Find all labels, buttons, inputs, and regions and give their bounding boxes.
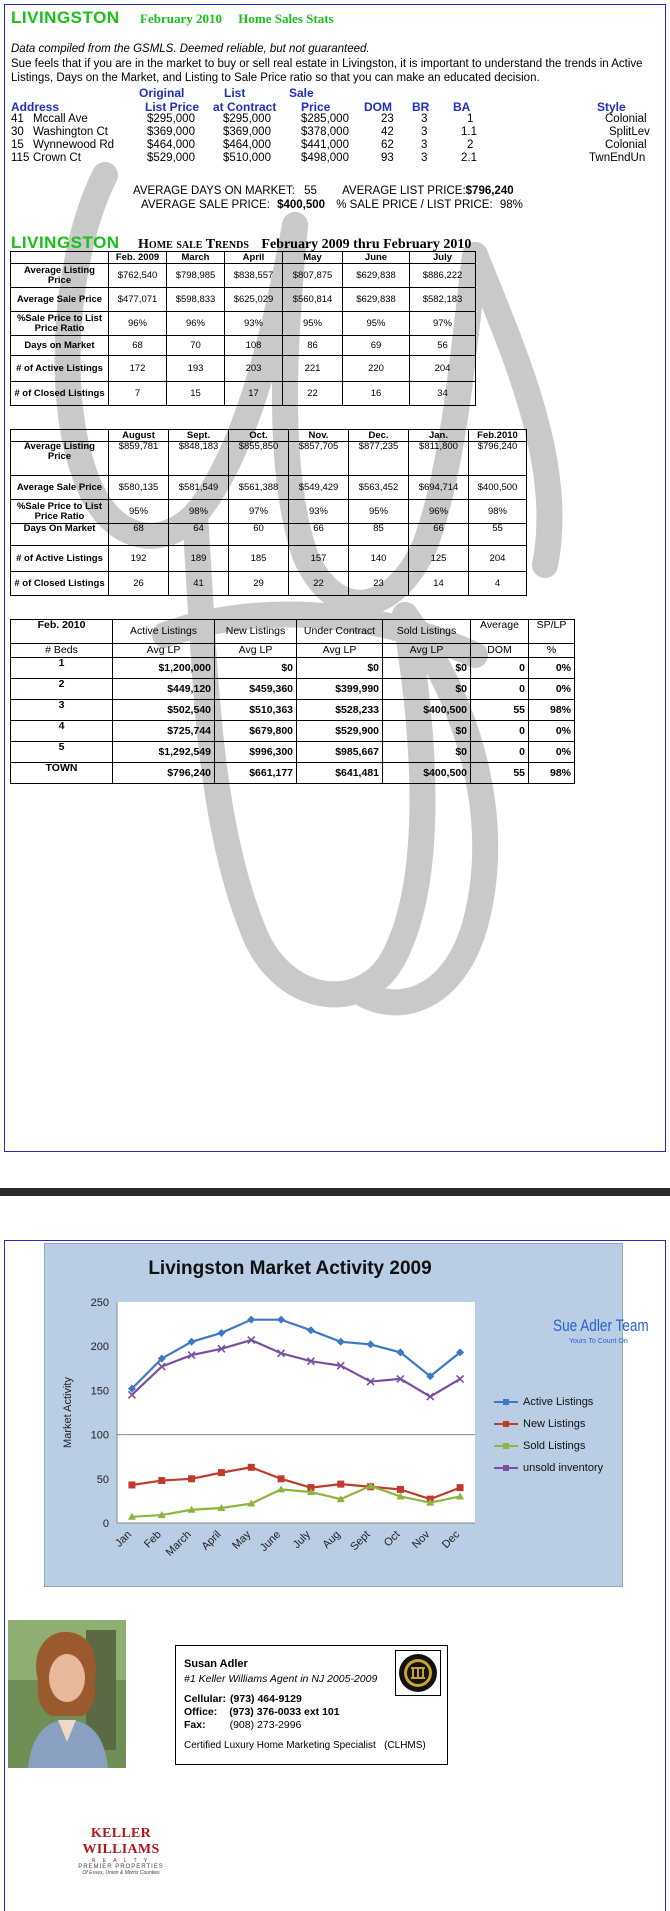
legend-label: New Listings [523,1418,586,1430]
col-header: Feb. 2010 [11,620,113,644]
x-tick-label: Nov [410,1528,433,1551]
table-row: Average Listing Price $859,781 $848,183 $855,850 $857,705 $877,235 $811,800 $796,240 [11,442,527,476]
avg-sale-value: $400,500 [277,199,326,211]
table-row: # of Closed Listings 26 41 29 22 23 14 4 [11,572,527,596]
table-row: # of Active Listings 192 189 185 157 140 125 204 [11,546,527,572]
table-row: 4 $725,744 $679,800 $529,900 $0 0 0% [11,721,575,742]
legend-swatch-icon [492,1441,520,1451]
legend-label: Sold Listings [523,1440,586,1452]
page-header [11,8,334,28]
table-row: 1 $1,200,000 $0 $0 $0 0 0% [11,658,575,679]
brand-title: LIVINGSTON [11,8,120,27]
chart-legend [492,1391,603,1479]
clhms-seal-icon [395,1650,441,1696]
avg-line-1 [133,185,514,197]
chart-plot [45,1244,485,1588]
x-tick-label: Oct [381,1528,403,1550]
office-phone[interactable]: (973) 376-0033 ext 101 [229,1706,340,1718]
header-original: Original [139,86,185,100]
table-row: %Sale Price to List Price Ratio 96% 96% 93% 95% 95% 97% [11,312,476,336]
keller-williams-logo: KELLER WILLIAMS R E A L T Y PREMIER PROPERTIES Of Essex, Union & Morris Counties [78,1826,164,1876]
col-header: Under Contract [297,620,383,644]
col-header: Sold Listings [383,620,471,644]
cellular-phone[interactable]: (973) 464-9129 [230,1693,302,1705]
header-dom: DOM [364,100,392,114]
x-tick-label: Aug [320,1528,343,1551]
legend-label: unsold inventory [523,1462,604,1474]
table-row: Days On Market 68 64 60 66 85 66 55 [11,524,527,546]
cellular-line: Cellular: (973) 464-9129 [184,1693,302,1705]
x-tick-label: Sept [348,1528,373,1554]
avg-list-value: $796,240 [465,185,514,197]
x-tick-label: May [230,1528,254,1552]
col-header: April [225,252,283,264]
trends-range: February 2009 thru February 2010 [261,237,472,252]
x-tick-label: March [163,1528,194,1559]
agent-tagline: #1 Keller Williams Agent in NJ 2005-2009 [184,1673,378,1685]
legend-swatch-icon [492,1397,520,1407]
col-header: Average [471,620,529,644]
table-row: # of Closed Listings 7 15 17 22 16 34 [11,382,476,406]
avg-sale-label: AVERAGE SALE PRICE: [141,199,270,211]
y-tick-label: 150 [90,1385,109,1398]
header-at-contract: at Contract [213,100,277,114]
trends-brand: LIVINGSTON [11,233,120,252]
legend-item [492,1435,603,1457]
legend-swatch-icon [492,1419,520,1429]
col-header: Nov. [289,430,349,442]
office-line: Office: (973) 376-0033 ext 101 [184,1706,340,1718]
data-point [188,1475,195,1482]
sue-adler-team-logo: Sue Adler Team [553,1316,649,1335]
market-activity-chart [44,1243,649,1587]
table-row: %Sale Price to List Price Ratio 95% 98% 97% 93% 95% 96% 98% [11,500,527,524]
table-row: 3 $502,540 $510,363 $528,233 $400,500 55 98% [11,700,575,721]
y-tick-label: 100 [90,1429,109,1442]
header-style: Style [597,100,626,114]
col-header: Jan. [409,430,469,442]
avg-line-2 [141,199,523,211]
trends-title: Home sale Trends [138,237,249,252]
avg-ratio-label: % SALE PRICE / LIST PRICE: [336,199,493,211]
header-ba: BA [453,100,471,114]
data-point [278,1475,285,1482]
header-list-price: List Price [145,100,200,114]
page-divider [0,1188,670,1196]
table-row: # of Active Listings 172 193 203 221 220 204 [11,356,476,382]
avg-list-label: AVERAGE LIST PRICE: [342,185,466,197]
x-tick-label: Dec [439,1528,463,1551]
legend-item [492,1391,603,1413]
trends-header [11,233,471,253]
trends-table-1 [10,251,476,406]
col-header: May [283,252,343,264]
col-header: SP/LP [529,620,575,644]
header-br: BR [412,100,430,114]
intro-paragraph: Sue feels that if you are in the market to buy or sell real estate in Livingston, it is important to understand the trends in Active Listings, Days on the Market, and Listing to Sale Price ratio so that you can make an educated decision. [11,58,643,84]
chart-title: Livingston Market Activity 2009 [148,1258,432,1279]
col-header: Feb.2010 [469,430,527,442]
table-row: 2 $449,120 $459,360 $399,990 $0 0 0% [11,679,575,700]
avg-ratio-value: 98% [499,199,523,211]
header-subtitle: February 2010 Home Sales Stats [140,11,334,26]
avg-dom-value: 55 [304,185,317,197]
col-header: June [343,252,410,264]
table-row: Days on Market 68 70 108 86 69 56 [11,336,476,356]
agent-photo [8,1620,126,1768]
table-row: Average Sale Price $477,071 $598,833 $625,029 $560,814 $629,838 $582,183 [11,288,476,312]
agent-card [175,1645,448,1765]
header-sale: Sale [289,86,314,100]
col-header: July [410,252,476,264]
trends-table-2 [10,429,527,596]
col-header: Active Listings [113,620,215,644]
y-tick-label: 0 [102,1518,109,1530]
col-header: Oct. [229,430,289,442]
legend-item [492,1457,603,1479]
col-header: March [167,252,225,264]
certification: Certified Luxury Home Marketing Specialist (CLHMS) [184,1740,426,1751]
sue-adler-team-tagline: Yours To Count On [569,1338,628,1345]
disclaimer: Data compiled from the GSMLS. Deemed reliable, but not guaranteed. [11,43,370,55]
agent-name: Susan Adler [184,1658,248,1670]
legend-swatch-icon [492,1463,520,1473]
col-header: August [109,430,169,442]
data-point [337,1481,344,1488]
data-point [158,1477,165,1484]
data-point [397,1486,404,1493]
col-header: New Listings [215,620,297,644]
table-row: Average Sale Price $580,135 $581,549 $561,388 $549,429 $563,452 $694,714 $400,500 [11,476,527,500]
y-tick-label: 50 [96,1473,109,1486]
header-list: List [224,86,246,100]
data-point [248,1464,255,1471]
data-point [128,1481,135,1488]
fax-number: (908) 273-2996 [229,1719,302,1731]
header-price: Price [301,100,331,114]
data-point [457,1484,464,1491]
table-row: TOWN $796,240 $661,177 $641,481 $400,500 55 98% [11,763,575,784]
x-tick-label: June [257,1528,284,1554]
col-header: Dec. [349,430,409,442]
x-tick-label: Feb [141,1528,164,1551]
bedrooms-table: Feb. 2010 Active Listings New Listings Under Contract Sold Listings Average SP/LP # Beds Avg LP Avg LP Avg LP Avg LP DOM % 1 $1,200,000 $0 $0 $0 0 0% 2 $449,120 $459,360 $399,990 $0 0 0% 3 $502,540 $510,363 $528,233 $400,500 55 98% 4 $725,744 $679,800 $529,900 $0 0 0% 5 $1,292,549 $996,300 $985,667 $0 0 0% TOWN $796,240 $661,177 $641,481 $400,500 55 98% [10,619,575,784]
avg-dom-label: AVERAGE DAYS ON MARKET: [133,185,295,197]
y-axis-label: Market Activity [62,1377,74,1448]
col-header: Sept. [169,430,229,442]
col-header: Feb. 2009 [109,252,167,264]
legend-item [492,1413,603,1435]
data-point [218,1469,225,1476]
x-tick-label: April [199,1528,224,1553]
fax-line: Fax: (908) 273-2996 [184,1719,302,1731]
table-row: Average Listing Price $762,540 $798,985 $838,557 $807,875 $629,838 $886,222 [11,264,476,288]
legend-label: Active Listings [523,1396,594,1408]
header-address: Address [11,100,60,114]
page-1: LIVINGSTON February 2010 Home Sales Stats Data compiled from the GSMLS. Deemed reliable, but not guaranteed. Sue feels that if you are in the market to buy or sell real estate in Livingston, it is important to understand the trends in Active Listings, Days on the Market, and Listing to Sale Price ratio so that you can make an educated decision. Original List Sale Address List Price at Contract Price DOM BR BA Style 41 Mccall Ave $295,000 $295,000 $285,000 23 3 1 Colonial 30 Washington Ct $369,000 $369,000 $378,000 42 3 1.1 SplitLev 15 Wynnewood Rd $464,000 $464,000 $441,000 62 3 2 Colonial 115 Crown Ct $529,000 $510,000 $498,000 93 3 2.1 TwnEndUn AVERAGE DAYS ON MARKET: 55 AVERAGE LIST PRICE:$796,240 AVERAGE SALE PRICE: $400,500 % SALE PRICE / LIST PRICE: 98% LIVINGSTON Home sale Trends February 2009 thru February 2010 Feb. 2009 March April May June July Average Listing Price $762,540 $798,985 $838,557 $807,875 $629,838 $886,222 Average Sale Price $477,071 $598,833 $625,029 $560,814 $629,838 $582,183 %Sale Price to List Price Ratio 96% 96% 93% 95% 95% 97% Days on Market 68 70 108 86 69 56 # of Active Listings 172 193 203 221 220 204 # of Closed Listings 7 15 17 22 16 34 August Sept. Oct. Nov. Dec. Jan. Feb.2010 Average Listing Price $859,781 $848,183 $855,850 $857,705 $877,235 $811,800 $796,240 Average Sale Price $580,135 $581,549 $561,388 $549,429 $563,452 $694,714 $400,500 %Sale Price to List Price Ratio 95% 98% 97% 93% 95% 96% 98% Days On Market 68 64 60 66 85 66 55 # of Active Listings 192 189 185 157 140 125 204 # of Closed Listings 26 41 29 22 23 14 4 Feb. 2010 Active Listings New Listings Under Contract Sold Listings Average SP/LP # Beds Avg LP Avg LP Avg LP Avg LP DOM % 1 $1,200,000 $0 $0 $0 0 0% 2 $449,120 $459,360 $399,990 $0 0 0% 3 $502,540 $510,363 $528,233 $400,500 55 98% 4 $725,744 $679,800 $529,900 $0 0 0% 5 $1,292,549 $996,300 $985,667 $0 0 0% TOWN $796,240 $661,177 $641,481 $400,500 55 98% [4,4,666,1152]
table-row: 5 $1,292,549 $996,300 $985,667 $0 0 0% [11,742,575,763]
y-tick-label: 250 [90,1297,109,1309]
x-tick-label: Jan [113,1528,135,1550]
x-tick-label: July [290,1528,314,1551]
y-tick-label: 200 [90,1341,109,1354]
